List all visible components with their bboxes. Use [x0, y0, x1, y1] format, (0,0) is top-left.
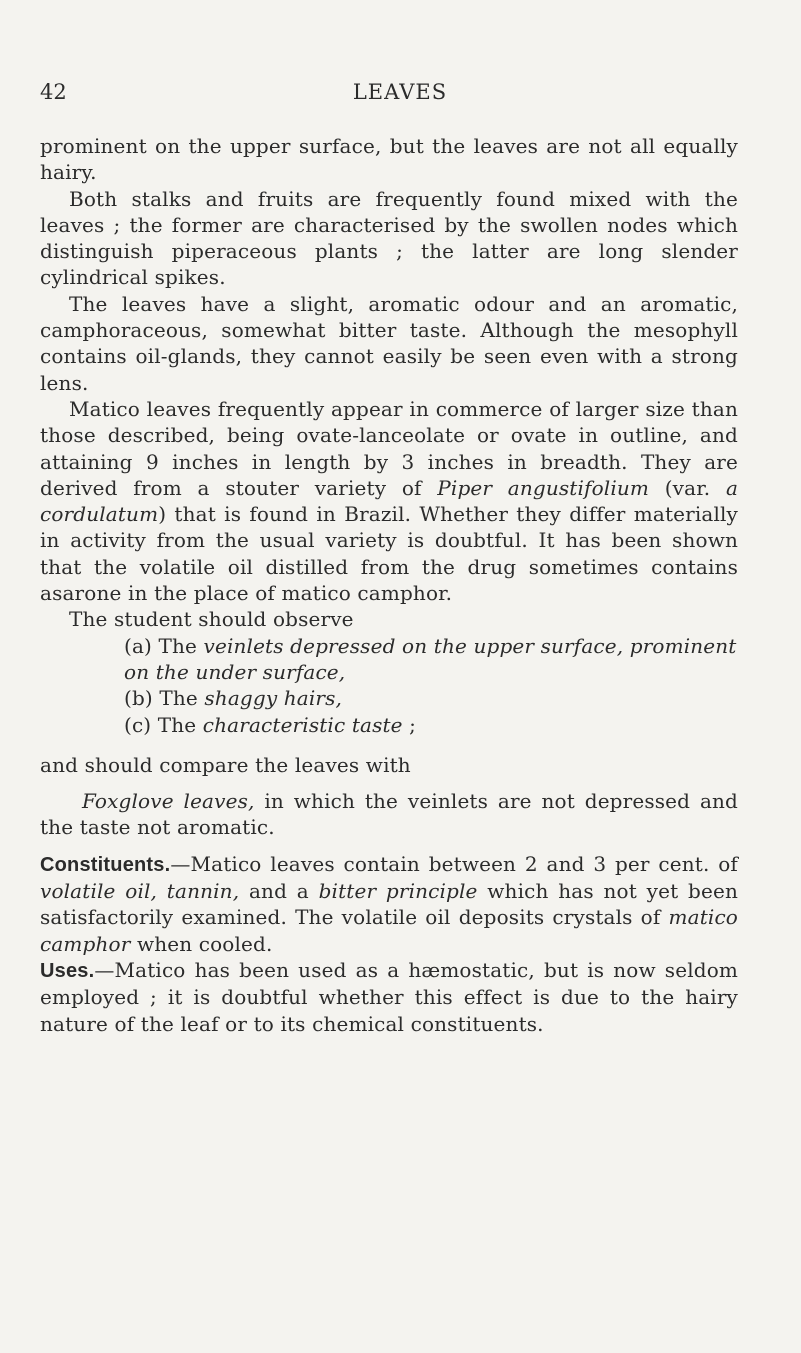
- list-prefix: The: [157, 712, 203, 737]
- paragraph-4-text-a: Matico leaves frequently appear in commerce of larger size than those described, being ovate-lanceolate or ovate in outline, and attaining 9 inches in length by 3 inches in breadth. They are derived from a stouter variety of: [40, 396, 738, 500]
- constituents-italic-1: volatile oil, tannin,: [40, 879, 240, 904]
- running-head: LEAVES: [352, 80, 448, 104]
- list-item: [124, 712, 738, 738]
- list-marker: (a): [124, 633, 152, 658]
- paragraph-7-text: in which the veinlets are not depressed and the taste not aromatic.: [40, 789, 738, 840]
- constituents-italic-2: bitter principle: [318, 879, 478, 904]
- list-item: [124, 685, 738, 711]
- species-name: Piper angustifolium: [437, 475, 650, 500]
- list-marker: (c): [124, 712, 152, 737]
- paragraph-3: The leaves have a slight, aromatic odour and an aromatic, camphoraceous, somewhat bitter taste. Although the mesophyll contains oil-glands, they cannot easily be seen even with a strong lens.: [40, 291, 738, 395]
- body-text: [40, 133, 738, 1037]
- spacer: [40, 841, 738, 851]
- variety-name: a cordulatum: [40, 475, 739, 527]
- page-header: [40, 80, 760, 110]
- list-prefix: The: [158, 633, 204, 658]
- paragraph-4-text-c: ) that is found in Brazil. Whether they differ materially in activity from the usual variety is doubtful. It has been shown that the volatile oil distilled from the drug sometimes contains asarone in the place of matico camphor.: [40, 502, 738, 606]
- spacer: [40, 778, 738, 788]
- page-number: 42: [40, 80, 67, 104]
- constituents-text-c: which has not yet been satisfactorily examined. The volatile oil deposits crystals of: [40, 879, 739, 930]
- list-italic: veinlets depressed on the upper surface, prominent on the under surface,: [124, 633, 737, 684]
- list-marker: (b): [124, 686, 153, 711]
- paragraph-2: Both stalks and fruits are frequently found mixed with the leaves ; the former are characterised by the swollen nodes which distinguish piperaceous plants ; the latter are long slender cylindrical spikes.: [40, 186, 738, 290]
- constituents-text-a: —Matico leaves contain between 2 and 3 per cent. of: [170, 851, 738, 876]
- constituents-text-b: and a: [239, 879, 319, 904]
- paragraph-7: [40, 788, 738, 841]
- uses-heading: Uses.: [40, 959, 95, 982]
- paragraph-6: and should compare the leaves with: [40, 752, 411, 777]
- list-prefix: The: [159, 686, 205, 711]
- constituents-paragraph: [40, 851, 738, 957]
- observation-list: [124, 633, 738, 738]
- paragraph-4: [40, 396, 738, 606]
- constituents-italic-3: matico camphor: [40, 905, 738, 956]
- list-suffix: ;: [402, 712, 417, 737]
- foxglove-term: Foxglove leaves,: [82, 789, 255, 814]
- paragraph-5: The student should observe: [69, 607, 354, 632]
- spacer: [40, 738, 738, 752]
- constituents-heading: Constituents.: [40, 853, 171, 876]
- paragraph-1: prominent on the upper surface, but the leaves are not all equally hairy.: [40, 134, 738, 185]
- list-item: [124, 633, 738, 686]
- uses-paragraph: [40, 957, 738, 1037]
- uses-text: —Matico has been used as a hæmostatic, but is now seldom employed ; it is doubtful whether this effect is due to the hairy nature of the leaf or to its chemical constituents.: [40, 957, 738, 1036]
- paragraph-4-text-b: (var.: [649, 475, 726, 500]
- constituents-text-d: when cooled.: [130, 931, 273, 956]
- list-italic: shaggy hairs,: [204, 686, 343, 711]
- list-italic: characteristic taste: [202, 712, 403, 737]
